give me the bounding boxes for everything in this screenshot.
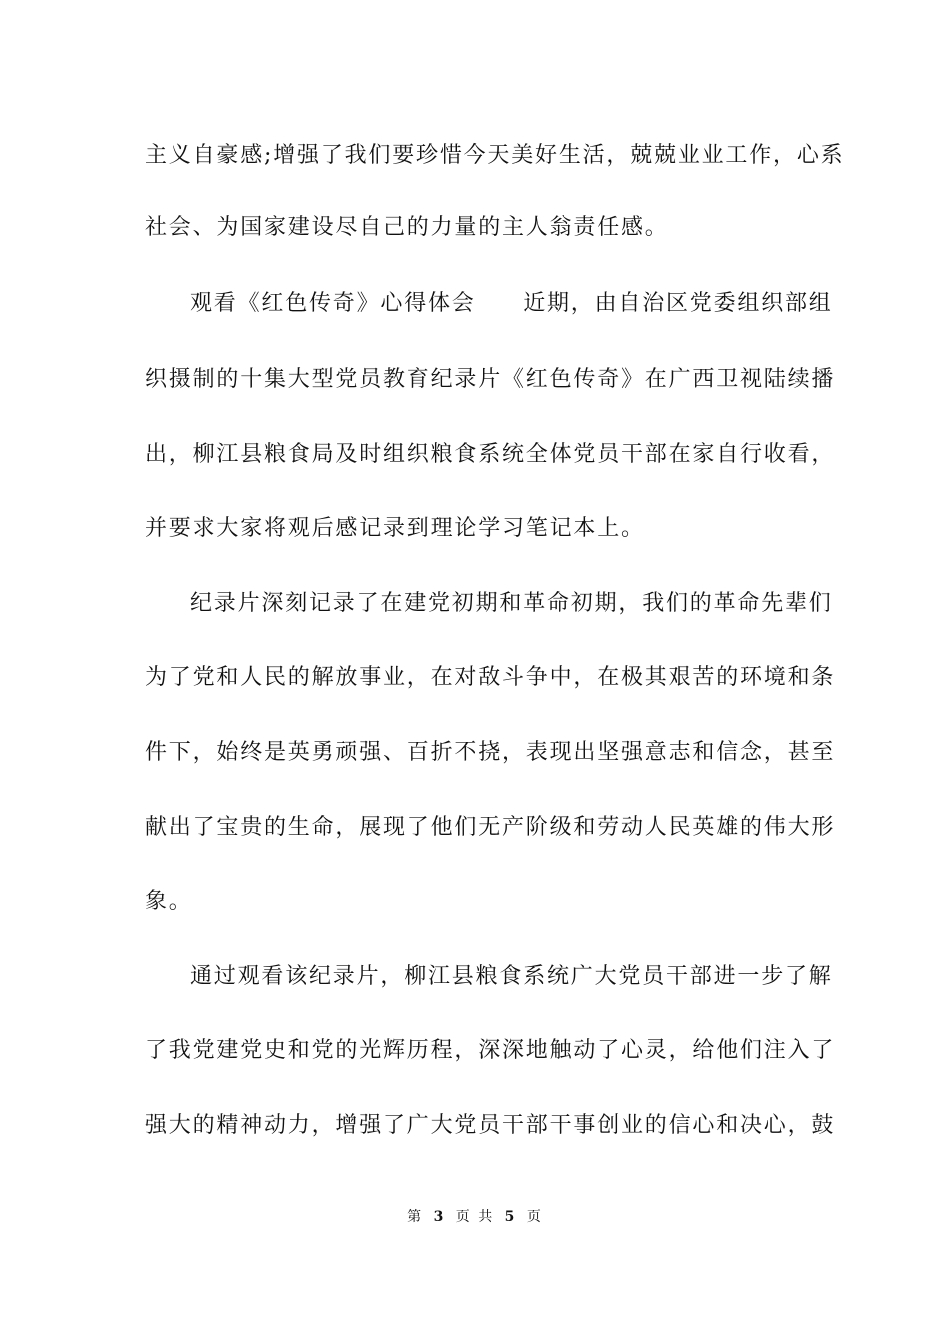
footer-suffix: 页	[526, 1209, 543, 1225]
body-text-line: 纪录片深刻记录了在建党初期和革命初期，我们的革命先辈们	[190, 591, 833, 616]
footer-middle: 页 共	[455, 1209, 495, 1225]
page-footer	[0, 1208, 950, 1226]
body-text-line: 社会、为国家建设尽自己的力量的主人翁责任感。	[145, 215, 669, 240]
footer-prefix: 第	[407, 1209, 424, 1225]
body-text-line: 献出了宝贵的生命，展现了他们无产阶级和劳动人民英雄的伟大形	[145, 815, 836, 840]
body-text-line: 了我党建党史和党的光辉历程，深深地触动了心灵，给他们注入了	[145, 1038, 836, 1063]
body-text-line: 织摄制的十集大型党员教育纪录片《红色传奇》在广西卫视陆续播	[145, 367, 836, 392]
body-text-line: 并要求大家将观后感记录到理论学习笔记本上。	[145, 516, 645, 541]
body-text-line: 观看《红色传奇》心得体会 近期，由自治区党委组织部组	[190, 291, 833, 316]
body-text-line: 为了党和人民的解放事业，在对敌斗争中，在极其艰苦的环境和条	[145, 665, 836, 690]
body-text-line: 出，柳江县粮食局及时组织粮食系统全体党员干部在家自行收看，	[145, 442, 836, 467]
current-page-number: 3	[433, 1209, 446, 1225]
body-text-line: 象。	[145, 889, 193, 914]
total-pages-number: 5	[504, 1209, 517, 1225]
body-text-line: 强大的精神动力，增强了广大党员干部干事创业的信心和决心，鼓	[145, 1113, 836, 1138]
body-text-line: 件下，始终是英勇顽强、百折不挠，表现出坚强意志和信念，甚至	[145, 740, 836, 765]
body-text-line: 主义自豪感;增强了我们要珍惜今天美好生活，兢兢业业工作，心系	[145, 143, 845, 168]
body-text-line: 通过观看该纪录片，柳江县粮食系统广大党员干部进一步了解	[190, 964, 833, 989]
